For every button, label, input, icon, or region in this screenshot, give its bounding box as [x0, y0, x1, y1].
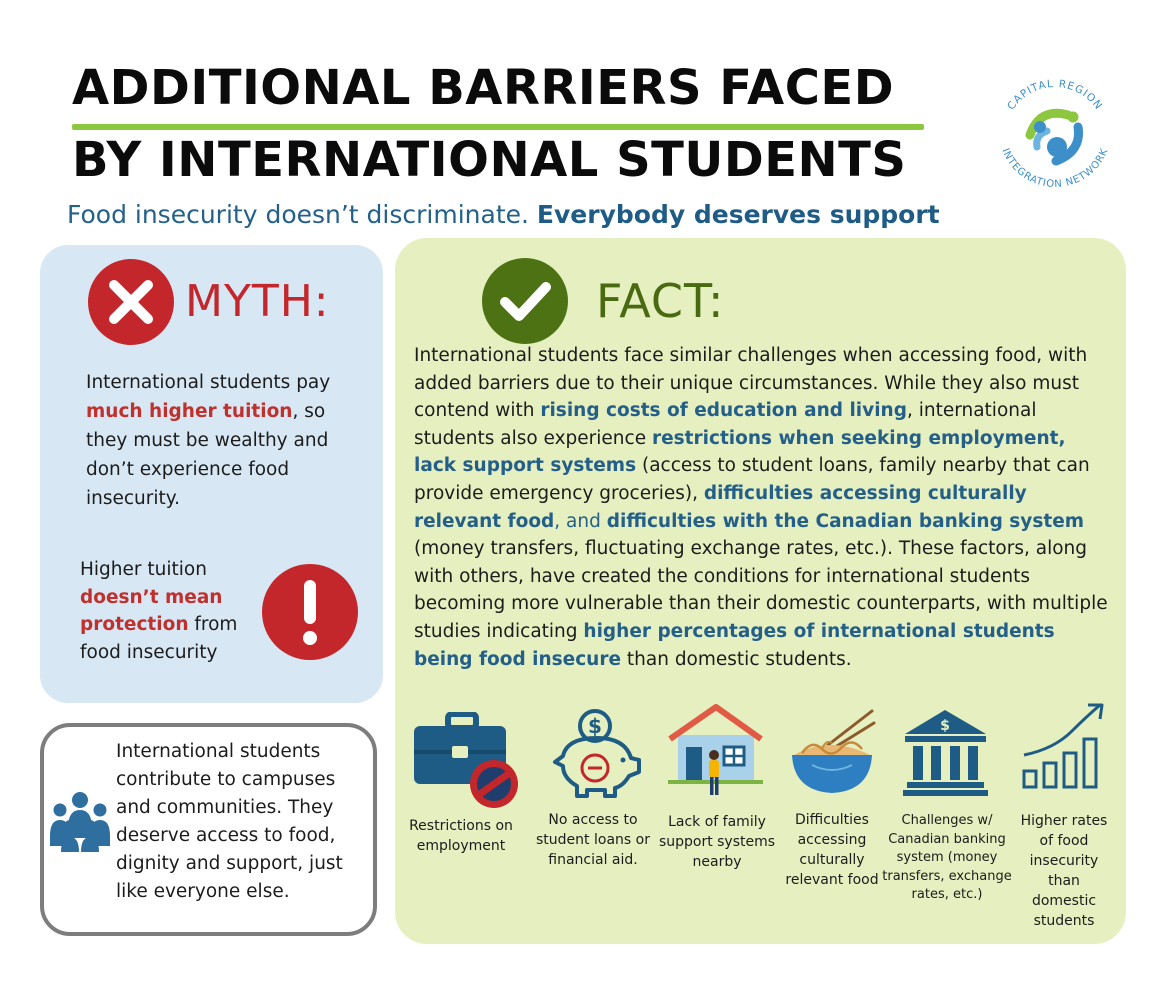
capital-region-logo — [985, 65, 1125, 205]
rebuttal-text-b: from food insecurity — [80, 614, 238, 663]
myth-statement — [86, 368, 361, 513]
rebuttal-text-a: Higher tuition — [80, 559, 207, 580]
barrier-label-food: Difficulties accessing culturally relevant food — [785, 812, 879, 888]
svg-text:$: $ — [940, 718, 950, 734]
page-title-line-1: ADDITIONAL BARRIERS FACED — [72, 60, 895, 116]
fact-highlight-4: difficulties with the Canadian banking system — [606, 510, 1085, 532]
page-title-line-2: BY INTERNATIONAL STUDENTS — [72, 132, 907, 188]
fact-text-2: , international students also experience — [414, 400, 1037, 449]
fact-text-1: International students face similar challenges when accessing food, with added barriers due to their unique circumstances. While they also must contend with — [414, 345, 1088, 422]
myth-rebuttal — [80, 556, 260, 666]
fact-paragraph — [414, 342, 1114, 673]
fact-highlight-5: higher percentages of international students being food insecure — [414, 620, 1055, 670]
rising-chart-icon — [1020, 703, 1108, 791]
myth-text-a: International students pay — [86, 372, 331, 393]
rebuttal-text-bold: doesn’t mean protection — [80, 586, 223, 635]
fact-text-4: , and — [554, 510, 607, 532]
x-circle-icon — [86, 257, 176, 347]
title-divider — [72, 124, 924, 130]
logo-text-bottom: INTEGRATION NETWORK — [999, 146, 1111, 191]
fact-highlight-1: rising costs of education and living — [540, 400, 907, 422]
myth-heading: MYTH: — [185, 276, 330, 327]
fact-highlight-2: restrictions when seeking employment, lack support systems — [414, 427, 1066, 477]
fact-text-3: (access to student loans, family nearby that can provide emergency groceries), — [414, 455, 1090, 504]
noodle-bowl-icon — [788, 705, 876, 800]
tagline — [67, 200, 940, 229]
logo-text-top: CAPITAL REGION — [1005, 77, 1105, 113]
briefcase-prohibited-icon — [412, 712, 522, 812]
exclamation-circle-icon — [260, 562, 360, 662]
house-icon — [668, 703, 763, 803]
fact-text-5: (money transfers, fluctuating exchange rates, etc.). These factors, along with others, have created the conditions for international students becoming more vulnerable than their domestic counterparts, with multiple studies indicating — [414, 538, 1108, 642]
svg-text:CAPITAL REGION — [1005, 78, 1105, 112]
svg-text:$: $ — [588, 714, 602, 738]
checkmark-circle-icon — [480, 256, 570, 346]
barrier-label-family: Lack of family support systems nearby — [658, 814, 776, 870]
barrier-label-loans: No access to student loans or financial aid. — [536, 812, 650, 868]
fact-heading: FACT: — [596, 274, 725, 328]
tagline-bold: Everybody deserves support — [536, 200, 940, 229]
tagline-plain: Food insecurity doesn’t discriminate. — [67, 200, 529, 229]
myth-text-b: , so they must be wealthy and don’t experience food insecurity. — [86, 401, 329, 509]
bank-icon — [903, 706, 988, 798]
fact-text-6: than domestic students. — [621, 648, 852, 670]
barrier-label-banking: Challenges w/ Canadian banking system (money transfers, exchange rates, etc.) — [882, 813, 1012, 902]
myth-text-bold: much higher tuition — [86, 401, 293, 422]
fact-highlight-3: difficulties accessing culturally relevant food — [414, 482, 1027, 532]
community-statement: International students contribute to campuses and communities. They deserve access to food, dignity and support, just like everyone else. — [116, 741, 343, 902]
people-group-icon — [48, 788, 112, 854]
barrier-label-insecurity: Higher rates of food insecurity than domestic students — [1020, 813, 1108, 929]
piggy-bank-icon — [545, 708, 645, 800]
barrier-label-employment: Restrictions on employment — [409, 818, 513, 854]
